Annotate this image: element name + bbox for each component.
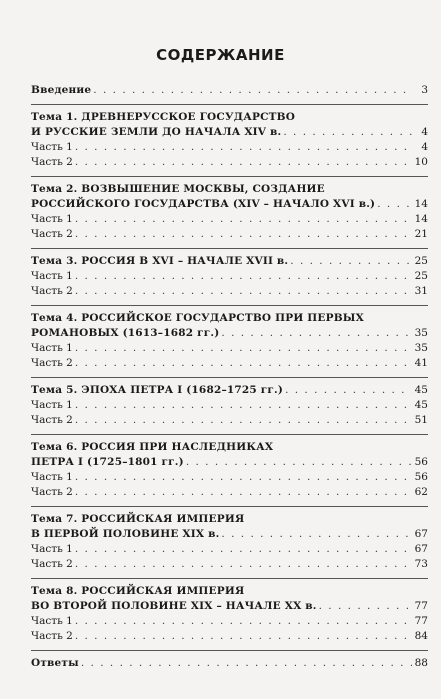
toc-part-entry[interactable] [31, 470, 428, 485]
toc-part-entry[interactable] [31, 155, 428, 170]
toc-topic-3 [31, 254, 428, 306]
leader-dots [75, 284, 412, 299]
toc-part-entry[interactable] [31, 557, 428, 572]
toc-topic-7 [31, 512, 428, 579]
topic-title-line1: Тема 4. РОССИЙСКОЕ ГОСУДАРСТВО ПРИ ПЕРВЫХ [31, 312, 364, 324]
divider [31, 434, 428, 435]
topic-title-line2: Тема 5. ЭПОХА ПЕТРА I (1682–1725 гг.) [31, 384, 284, 396]
toc-part-entry[interactable] [31, 398, 428, 413]
topics-list [31, 110, 428, 651]
toc-part-entry[interactable] [31, 140, 428, 155]
leader-dots [75, 614, 412, 629]
part-label: Часть 1 [31, 213, 73, 225]
table-of-contents [31, 83, 428, 671]
topic-heading[interactable] [31, 455, 428, 470]
topic-title-line2: РОССИЙСКОГО ГОСУДАРСТВА (XIV – НАЧАЛО XVI в.) [31, 198, 376, 210]
topic-heading[interactable] [31, 326, 428, 341]
page-number: 67 [414, 543, 428, 555]
divider [31, 578, 428, 579]
toc-part-entry[interactable] [31, 212, 428, 227]
page-number: 4 [421, 126, 428, 138]
topic-title-line2: В ПЕРВОЙ ПОЛОВИНЕ XIX в. [31, 528, 220, 540]
leader-dots [221, 527, 412, 542]
part-label: Часть 1 [31, 471, 73, 483]
toc-part-entry[interactable] [31, 284, 428, 299]
topic-title-line2: Тема 3. РОССИЯ В XVI – НАЧАЛЕ XVII в. [31, 255, 289, 267]
divider [31, 176, 428, 177]
divider [31, 377, 428, 378]
part-label: Часть 1 [31, 399, 73, 411]
part-label: Часть 2 [31, 630, 73, 642]
topic-title-line2: РОМАНОВЫХ (1613–1682 гг.) [31, 327, 220, 339]
leader-dots [377, 197, 412, 212]
toc-topic-6 [31, 440, 428, 507]
page-title: СОДЕРЖАНИЕ [156, 46, 285, 64]
leader-dots [75, 629, 412, 644]
part-label: Часть 1 [31, 270, 73, 282]
leader-dots [75, 356, 412, 371]
page-number: 56 [414, 456, 428, 468]
page-number: 67 [414, 528, 428, 540]
page-number: 4 [421, 141, 428, 153]
leader-dots [290, 254, 412, 269]
page-number: 31 [414, 285, 428, 297]
topic-title-line2: ВО ВТОРОЙ ПОЛОВИНЕ XIX – НАЧАЛЕ XX в. [31, 600, 317, 612]
topic-heading[interactable] [31, 599, 428, 614]
page-number: 56 [414, 471, 428, 483]
page-number: 21 [414, 228, 428, 240]
part-label: Часть 2 [31, 228, 73, 240]
part-label: Часть 2 [31, 156, 73, 168]
divider [31, 248, 428, 249]
leader-dots [75, 557, 412, 572]
toc-part-entry[interactable] [31, 269, 428, 284]
part-label: Часть 2 [31, 285, 73, 297]
page-number: 25 [414, 270, 428, 282]
leader-dots [75, 485, 412, 500]
leader-dots [75, 341, 412, 356]
leader-dots [75, 413, 412, 428]
leader-dots [93, 83, 412, 98]
topic-heading[interactable] [31, 527, 428, 542]
topic-heading[interactable] [31, 383, 428, 398]
leader-dots [75, 470, 412, 485]
toc-topic-5 [31, 383, 428, 435]
page-number: 77 [414, 600, 428, 612]
leader-dots [75, 398, 412, 413]
toc-part-entry[interactable] [31, 413, 428, 428]
page-number: 10 [414, 156, 428, 168]
toc-topic-1 [31, 110, 428, 177]
page-number: 41 [414, 357, 428, 369]
part-label: Часть 2 [31, 357, 73, 369]
toc-entry-answers[interactable] [31, 656, 428, 671]
page-number: 88 [414, 657, 428, 669]
topic-title-line1: Тема 7. РОССИЙСКАЯ ИМПЕРИЯ [31, 513, 245, 525]
page-number: 14 [414, 213, 428, 225]
divider [31, 650, 428, 651]
page-number: 35 [414, 342, 428, 354]
page-number: 51 [414, 414, 428, 426]
topic-heading[interactable] [31, 254, 428, 269]
leader-dots [81, 656, 412, 671]
toc-entry-intro[interactable] [31, 83, 428, 98]
toc-part-entry[interactable] [31, 629, 428, 644]
leader-dots [75, 155, 412, 170]
leader-dots [319, 599, 412, 614]
page-number: 45 [414, 384, 428, 396]
toc-part-entry[interactable] [31, 356, 428, 371]
part-label: Часть 1 [31, 342, 73, 354]
toc-part-entry[interactable] [31, 614, 428, 629]
part-label: Часть 1 [31, 615, 73, 627]
part-label: Часть 2 [31, 414, 73, 426]
page-number: 35 [414, 327, 428, 339]
topic-title-line1: Тема 6. РОССИЯ ПРИ НАСЛЕДНИКАХ [31, 441, 274, 453]
leader-dots [75, 212, 412, 227]
leader-dots [75, 227, 412, 242]
leader-dots [75, 140, 412, 155]
topic-title-line1: Тема 8. РОССИЙСКАЯ ИМПЕРИЯ [31, 585, 245, 597]
part-label: Часть 2 [31, 558, 73, 570]
topic-heading[interactable] [31, 197, 428, 212]
page-number: 73 [414, 558, 428, 570]
page-number: 25 [414, 255, 428, 267]
part-label: Часть 1 [31, 141, 73, 153]
page-number: 45 [414, 399, 428, 411]
topic-title-line2: И РУССКИЕ ЗЕМЛИ ДО НАЧАЛА XIV в. [31, 126, 282, 138]
leader-dots [283, 125, 412, 140]
entry-label: Введение [31, 84, 92, 96]
divider [31, 104, 428, 105]
topic-heading[interactable] [31, 125, 428, 140]
leader-dots [186, 455, 412, 470]
divider [31, 305, 428, 306]
page-number: 77 [414, 615, 428, 627]
page-number: 14 [414, 198, 428, 210]
toc-part-entry[interactable] [31, 485, 428, 500]
divider [31, 506, 428, 507]
page-number: 62 [414, 486, 428, 498]
toc-part-entry[interactable] [31, 542, 428, 557]
leader-dots [75, 542, 412, 557]
part-label: Часть 1 [31, 543, 73, 555]
toc-topic-2 [31, 182, 428, 249]
topic-title-line1: Тема 2. ВОЗВЫШЕНИЕ МОСКВЫ, СОЗДАНИЕ [31, 183, 325, 195]
page-number: 84 [414, 630, 428, 642]
topic-title-line1: Тема 1. ДРЕВНЕРУССКОЕ ГОСУДАРСТВО [31, 111, 296, 123]
toc-part-entry[interactable] [31, 227, 428, 242]
toc-topic-4 [31, 311, 428, 378]
leader-dots [221, 326, 412, 341]
part-label: Часть 2 [31, 486, 73, 498]
page-number: 3 [421, 84, 428, 96]
topic-title-line2: ПЕТРА I (1725–1801 гг.) [31, 456, 184, 468]
toc-topic-8 [31, 584, 428, 651]
leader-dots [75, 269, 412, 284]
entry-label: Ответы [31, 657, 79, 669]
toc-part-entry[interactable] [31, 341, 428, 356]
leader-dots [285, 383, 412, 398]
